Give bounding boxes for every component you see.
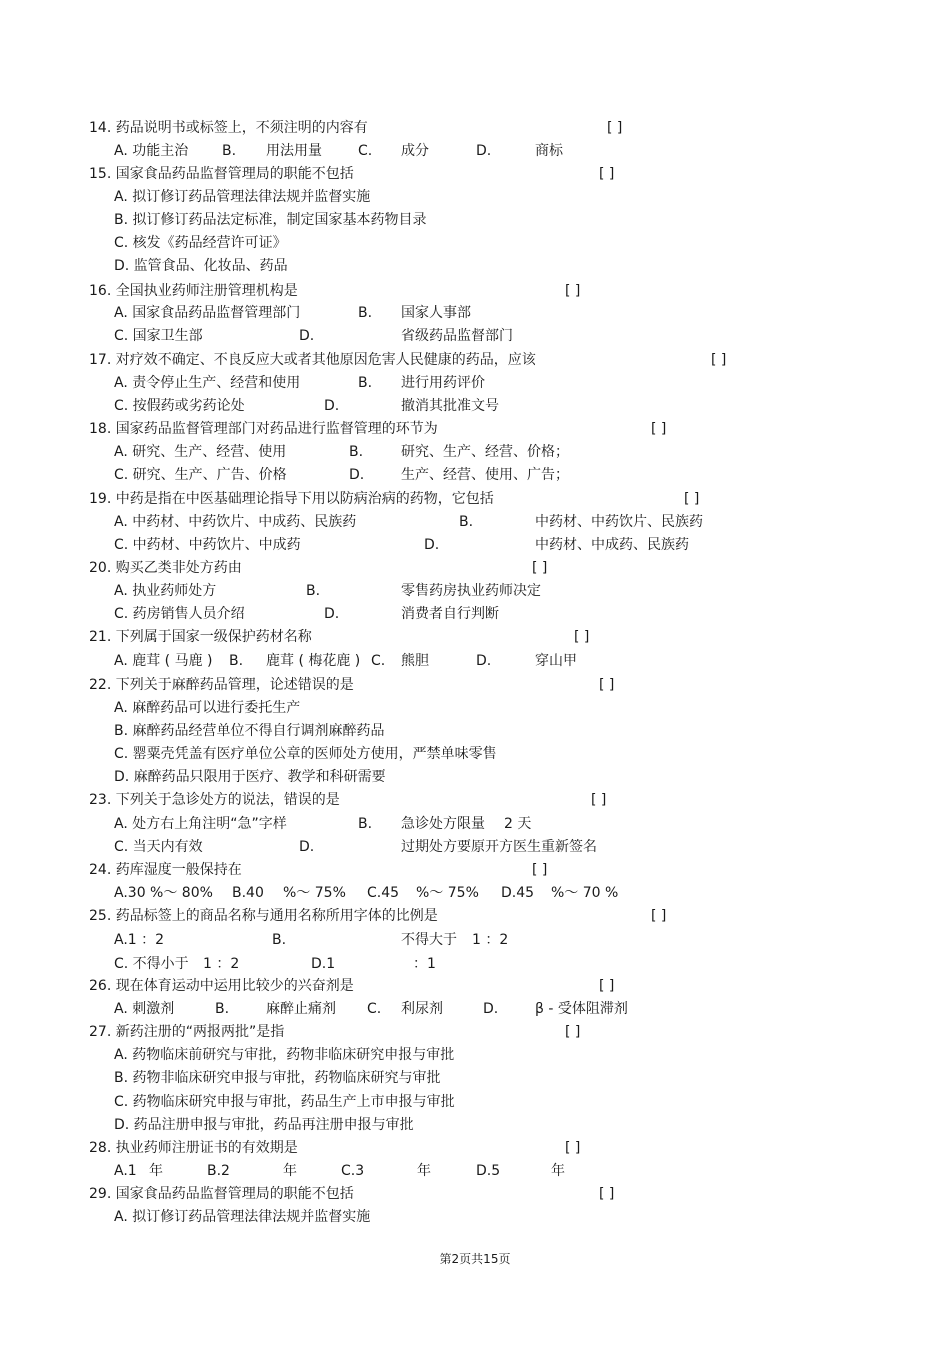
- option-d-letter: D.: [299, 328, 315, 344]
- option-d-value: ：1: [413, 956, 436, 972]
- option-d-letter: D.: [483, 1001, 499, 1017]
- question-stem: 29. 国家食品药品监督管理局的职能不包括: [89, 1186, 354, 1202]
- option-a-letter: A.1: [114, 1163, 137, 1179]
- option-d-text: 穿山甲: [535, 653, 577, 669]
- question-stem: 16. 全国执业药师注册管理机构是: [89, 283, 298, 299]
- option-a: A. 拟订修订药品管理法律法规并监督实施: [114, 189, 371, 205]
- option-b-text: 进行用药评价: [401, 375, 485, 391]
- option-c: C. 当天内有效: [114, 839, 203, 855]
- option-c-text: 成分: [401, 143, 429, 159]
- answer-bracket: [ ]: [574, 629, 590, 645]
- option-b-letter: B.: [306, 583, 321, 599]
- option-c: C. 研究、生产、广告、价格: [114, 467, 287, 483]
- option-b-value: 1 ：2: [472, 932, 509, 948]
- option-d-letter: D.5: [476, 1163, 501, 1179]
- option-b-letter: B.: [349, 444, 364, 460]
- answer-bracket: [ ]: [565, 1140, 581, 1156]
- answer-bracket: [ ]: [651, 421, 667, 437]
- option-c-letter: C.: [367, 1001, 382, 1017]
- option-c: C. 药物临床研究申报与审批，药品生产上市申报与审批: [114, 1094, 455, 1110]
- option-d-letter: D.: [476, 653, 492, 669]
- answer-bracket: [ ]: [532, 862, 548, 878]
- option-d-text: 商标: [535, 143, 563, 159]
- question-stem: 22. 下列关于麻醉药品管理，论述错误的是: [89, 677, 354, 693]
- question-stem: 28. 执业药师注册证书的有效期是: [89, 1140, 298, 1156]
- option-b-text: 鹿茸 ( 梅花鹿 ): [266, 653, 361, 669]
- option-c-text: 熊胆: [401, 653, 429, 669]
- option-a: A. 药物临床前研究与审批，药物非临床研究申报与审批: [114, 1047, 455, 1063]
- option-d-letter: D.: [424, 537, 440, 553]
- option-a: A. 刺激剂: [114, 1001, 175, 1017]
- option-a-unit: 年: [149, 1163, 163, 1179]
- option-b-letter: B.: [358, 816, 373, 832]
- answer-bracket: [ ]: [651, 908, 667, 924]
- answer-bracket: [ ]: [599, 1186, 615, 1202]
- option-c-letter: C.3: [341, 1163, 365, 1179]
- option-d-text: 过期处方要原开方医生重新签名: [401, 839, 597, 855]
- option-c-value: 1 ：2: [203, 956, 240, 972]
- option-a: A. 责令停止生产、经营和使用: [114, 375, 301, 391]
- option-b-text: 用法用量: [266, 143, 322, 159]
- option-d-text: 生产、经营、使用、广告；: [401, 467, 569, 483]
- option-d-text: %～ 70 %: [551, 885, 619, 901]
- option-d: D. 药品注册申报与审批，药品再注册申报与审批: [114, 1117, 414, 1133]
- option-b-text: 零售药房执业药师决定: [401, 583, 541, 599]
- option-a: A. 研究、生产、经营、使用: [114, 444, 287, 460]
- option-c: C. 国家卫生部: [114, 328, 203, 344]
- option-b-text: 急诊处方限量: [401, 816, 485, 832]
- option-d-letter: D.45: [501, 885, 535, 901]
- option-d-text: β - 受体阻滞剂: [535, 1001, 628, 1017]
- option-d-letter: D.: [324, 398, 340, 414]
- option-a: A. 麻醉药品可以进行委托生产: [114, 700, 301, 716]
- option-a: A. 国家食品药品监督管理部门: [114, 305, 301, 321]
- option-a: A. 处方右上角注明“急”字样: [114, 816, 287, 832]
- question-stem: 19. 中药是指在中医基础理论指导下用以防病治病的药物，它包括: [89, 491, 494, 507]
- option-a: A. 执业药师处方: [114, 583, 217, 599]
- option-d: D. 监管食品、化妆品、药品: [114, 258, 288, 274]
- option-a: A. 中药材、中药饮片、中成药、民族药: [114, 514, 357, 530]
- question-stem: 24. 药库湿度一般保持在: [89, 862, 242, 878]
- answer-bracket: [ ]: [711, 352, 727, 368]
- option-c-letter: C.: [371, 653, 386, 669]
- option-c-letter: C.45: [367, 885, 400, 901]
- option-b: B. 药物非临床研究申报与审批，药物临床研究与审批: [114, 1070, 441, 1086]
- option-b-letter: B.2: [207, 1163, 230, 1179]
- option-d-letter: D.: [324, 606, 340, 622]
- option-a: A. 拟订修订药品管理法律法规并监督实施: [114, 1209, 371, 1225]
- option-c: C. 罂粟壳凭盖有医疗单位公章的医师处方使用，严禁单味零售: [114, 746, 497, 762]
- option-d-letter: D.: [299, 839, 315, 855]
- option-c: C. 按假药或劣药论处: [114, 398, 245, 414]
- option-b: B. 拟订修订药品法定标准，制定国家基本药物目录: [114, 212, 427, 228]
- question-stem: 23. 下列关于急诊处方的说法，错误的是: [89, 792, 340, 808]
- question-stem: 17. 对疗效不确定、不良反应大或者其他原因危害人民健康的药品，应该: [89, 352, 536, 368]
- option-b-text: %～ 75%: [283, 885, 346, 901]
- option-b-letter: B.: [229, 653, 244, 669]
- option-b-value: 2 天: [504, 816, 532, 832]
- option-a: A.30 %～ 80%: [114, 885, 213, 901]
- option-b: B. 麻醉药品经营单位不得自行调剂麻醉药品: [114, 723, 385, 739]
- option-d: D. 麻醉药品只限用于医疗、教学和科研需要: [114, 769, 386, 785]
- option-d-text: 消费者自行判断: [401, 606, 499, 622]
- option-b-letter: B.: [215, 1001, 230, 1017]
- question-stem: 14. 药品说明书或标签上，不须注明的内容有: [89, 120, 368, 136]
- option-c-text: %～ 75%: [416, 885, 479, 901]
- option-c-letter: C.: [358, 143, 373, 159]
- option-a: A.1 ：2: [114, 932, 165, 948]
- option-b-text: 国家人事部: [401, 305, 471, 321]
- answer-bracket: [ ]: [599, 166, 615, 182]
- answer-bracket: [ ]: [565, 1024, 581, 1040]
- option-b-letter: B.: [358, 375, 373, 391]
- question-stem: 18. 国家药品监督管理部门对药品进行监督管理的环节为: [89, 421, 438, 437]
- answer-bracket: [ ]: [565, 283, 581, 299]
- answer-bracket: [ ]: [532, 560, 548, 576]
- option-b-letter: B.: [222, 143, 237, 159]
- question-stem: 27. 新药注册的“两报两批”是指: [89, 1024, 285, 1040]
- question-stem: 26. 现在体育运动中运用比较少的兴奋剂是: [89, 978, 354, 994]
- option-c-text: C. 不得小于: [114, 956, 189, 972]
- answer-bracket: [ ]: [591, 792, 607, 808]
- question-stem: 21. 下列属于国家一级保护药材名称: [89, 629, 312, 645]
- option-b-text: 不得大于: [401, 932, 457, 948]
- option-d-text: 省级药品监督部门: [401, 328, 513, 344]
- option-c-unit: 年: [417, 1163, 431, 1179]
- question-stem: 25. 药品标签上的商品名称与通用名称所用字体的比例是: [89, 908, 438, 924]
- option-d-text: 中药材、中成药、民族药: [535, 537, 689, 553]
- option-d-unit: 年: [551, 1163, 565, 1179]
- option-b-text: 研究、生产、经营、价格；: [401, 444, 569, 460]
- option-d-letter: D.1: [311, 956, 336, 972]
- option-d-text: 撤消其批准文号: [401, 398, 499, 414]
- option-d-letter: D.: [476, 143, 492, 159]
- option-c: C. 中药材、中药饮片、中成药: [114, 537, 301, 553]
- question-stem: 15. 国家食品药品监督管理局的职能不包括: [89, 166, 354, 182]
- option-b-unit: 年: [283, 1163, 297, 1179]
- option-b-text: 中药材、中药饮片、民族药: [535, 514, 703, 530]
- option-d-letter: D.: [349, 467, 365, 483]
- option-c: C. 核发《药品经营许可证》: [114, 235, 287, 251]
- option-a: A. 功能主治: [114, 143, 189, 159]
- question-stem: 20. 购买乙类非处方药由: [89, 560, 242, 576]
- option-b-letter: B.40: [232, 885, 264, 901]
- option-b-letter: B.: [358, 305, 373, 321]
- answer-bracket: [ ]: [599, 677, 615, 693]
- answer-bracket: [ ]: [684, 491, 700, 507]
- answer-bracket: [ ]: [607, 120, 623, 136]
- page-number: 第2页共15页: [439, 1252, 511, 1266]
- option-c: C. 药房销售人员介绍: [114, 606, 245, 622]
- answer-bracket: [ ]: [599, 978, 615, 994]
- option-a: A. 鹿茸 ( 马鹿 ): [114, 653, 213, 669]
- option-c-text: 利尿剂: [401, 1001, 443, 1017]
- option-b-letter: B.: [459, 514, 474, 530]
- option-b-letter: B.: [272, 932, 287, 948]
- option-b-text: 麻醉止痛剂: [266, 1001, 336, 1017]
